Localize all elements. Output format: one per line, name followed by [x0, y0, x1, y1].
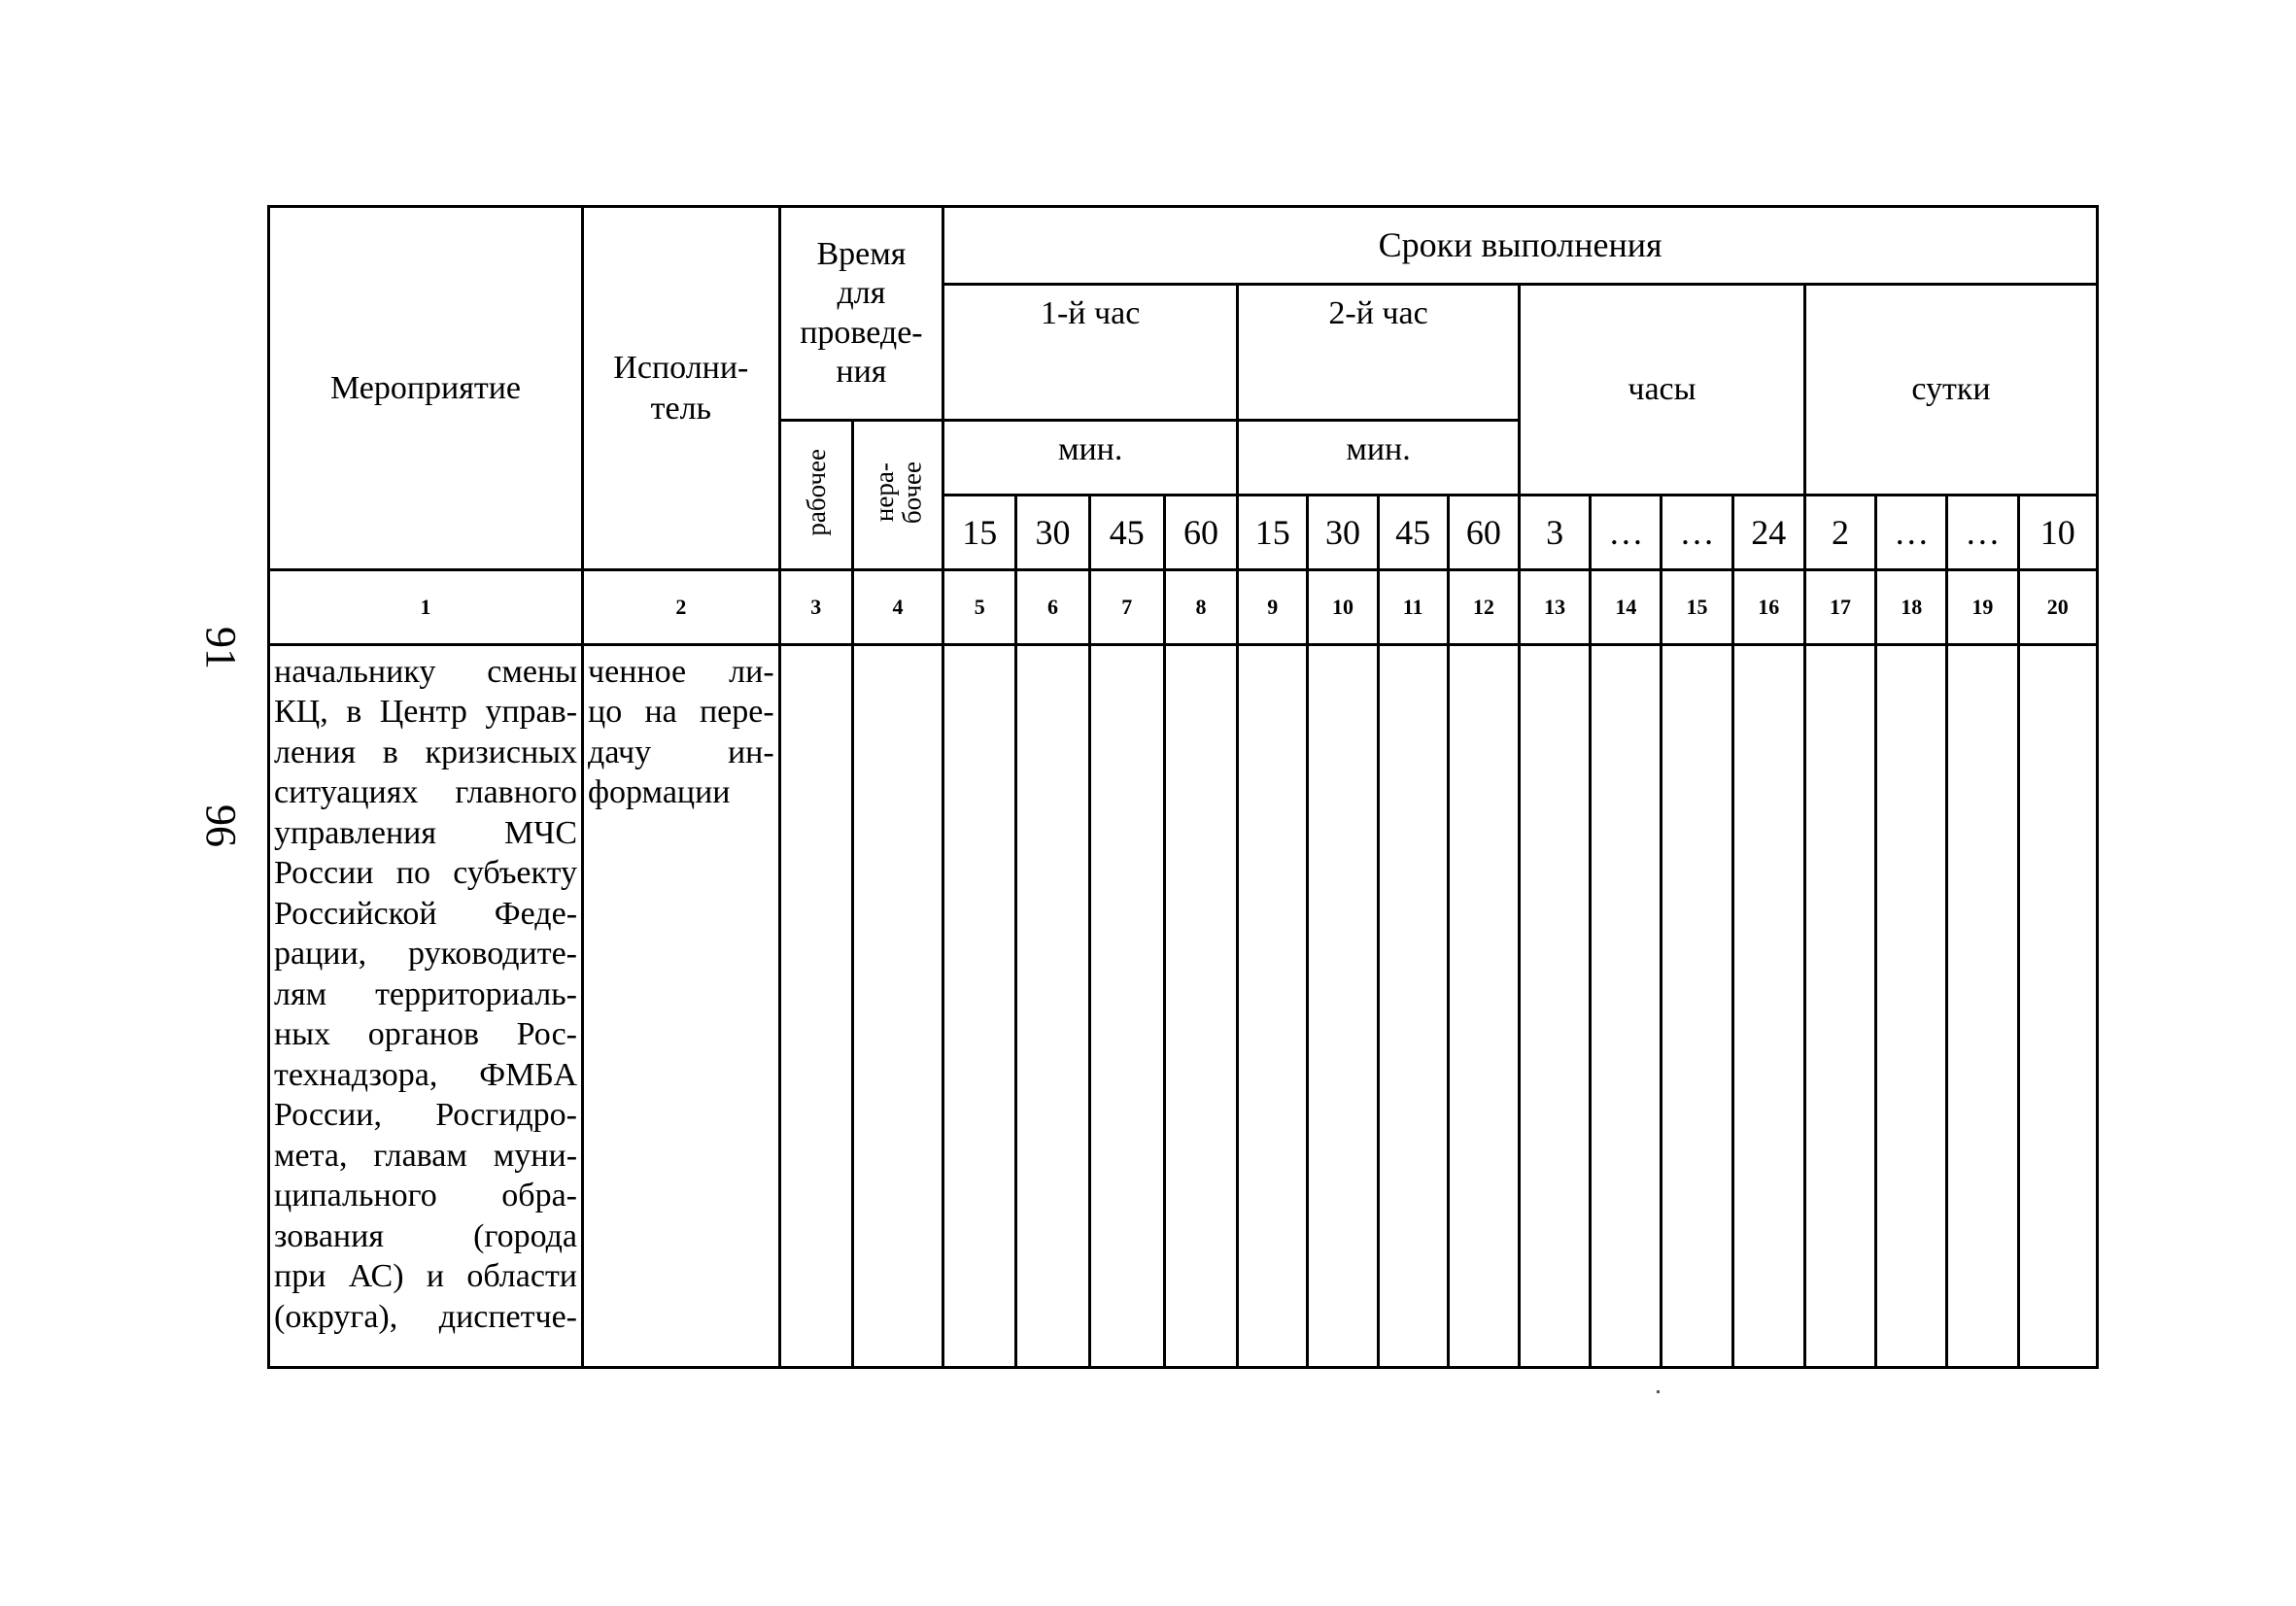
empty-cell: [1732, 645, 1804, 1368]
subheader-cell: 60: [1164, 495, 1237, 570]
body-executor-line: цо на пере-: [588, 694, 774, 731]
column-index: 18: [1876, 570, 1947, 645]
empty-cell: [1804, 645, 1875, 1368]
body-executor-line: формации: [588, 774, 731, 811]
column-index: 19: [1947, 570, 2018, 645]
header-minutes-1: мин.: [943, 421, 1238, 495]
column-index: 8: [1164, 570, 1237, 645]
scan-speck: [1657, 1390, 1660, 1393]
empty-cell: [1308, 645, 1378, 1368]
body-event-line: ципального обра-: [274, 1178, 578, 1214]
empty-cell: [1591, 645, 1662, 1368]
body-event-line: России, Росгидро-: [274, 1097, 578, 1134]
empty-cell: [1016, 645, 1089, 1368]
header-event: Мероприятие: [269, 207, 583, 570]
body-event-line: России по субъекту: [274, 855, 578, 892]
body-event-line: начальнику смены: [274, 654, 578, 690]
subheader-cell: …: [1876, 495, 1947, 570]
column-index: 14: [1591, 570, 1662, 645]
header-time-nonwork: [852, 421, 942, 570]
empty-cell: [1448, 645, 1519, 1368]
empty-cell: [1164, 645, 1237, 1368]
body-event-line: управления МЧС: [274, 814, 578, 851]
subheader-cell: 24: [1732, 495, 1804, 570]
column-index: 9: [1238, 570, 1308, 645]
subheader-cell: 3: [1519, 495, 1590, 570]
header-deadlines: Сроки выполнения: [943, 207, 2098, 285]
empty-cell: [1378, 645, 1448, 1368]
empty-cell: [1089, 645, 1164, 1368]
column-index: 13: [1519, 570, 1590, 645]
body-event-line: зования (города: [274, 1217, 578, 1254]
body-executor-cell: [583, 645, 780, 1368]
body-event-line: КЦ, в Центр управ-: [274, 694, 578, 731]
schedule-table: [267, 205, 2099, 1369]
column-index: 6: [1016, 570, 1089, 645]
column-index: 7: [1089, 570, 1164, 645]
column-index: 3: [779, 570, 852, 645]
body-event-line: ситуациях главного: [274, 774, 578, 811]
body-event-line: при АС) и области: [274, 1258, 578, 1295]
body-event-line: технадзора, ФМБА: [274, 1056, 578, 1093]
subheader-cell: …: [1947, 495, 2018, 570]
column-index: 2: [583, 570, 780, 645]
body-event-line: рации, руководите-: [274, 936, 578, 973]
header-executor: Исполни- тель: [583, 207, 780, 570]
page-number-bottom: 96: [197, 804, 245, 847]
empty-cell: [943, 645, 1016, 1368]
header-hour-1: 1-й час: [943, 285, 1238, 421]
subheader-cell: 45: [1089, 495, 1164, 570]
column-index: 20: [2018, 570, 2097, 645]
empty-cell: [852, 645, 942, 1368]
body-event-line: ных органов Рос-: [274, 1016, 578, 1053]
column-index: 1: [269, 570, 583, 645]
empty-cell: [1947, 645, 2018, 1368]
header-minutes-2: мин.: [1238, 421, 1520, 495]
header-hours: часы: [1519, 285, 1804, 495]
column-index: 16: [1732, 570, 1804, 645]
subheader-cell: 45: [1378, 495, 1448, 570]
header-days: сутки: [1804, 285, 2097, 495]
column-index: 4: [852, 570, 942, 645]
subheader-cell: …: [1591, 495, 1662, 570]
body-event-line: лям территориаль-: [274, 975, 578, 1012]
empty-cell: [1238, 645, 1308, 1368]
header-time-work: [779, 421, 852, 570]
header-hour-2: 2-й час: [1238, 285, 1520, 421]
column-index: 15: [1662, 570, 1732, 645]
body-event-line: мета, главам муни-: [274, 1137, 578, 1174]
subheader-cell: 15: [1238, 495, 1308, 570]
subheader-cell: 10: [2018, 495, 2097, 570]
subheader-cell: 2: [1804, 495, 1875, 570]
subheader-cell: …: [1662, 495, 1732, 570]
column-index: 10: [1308, 570, 1378, 645]
column-index: 12: [1448, 570, 1519, 645]
column-index: 5: [943, 570, 1016, 645]
empty-cell: [2018, 645, 2097, 1368]
subheader-cell: 15: [943, 495, 1016, 570]
empty-cell: [1662, 645, 1732, 1368]
body-event-line: (округа), диспетче-: [274, 1298, 578, 1335]
body-event-cell: [269, 645, 583, 1368]
column-index: 11: [1378, 570, 1448, 645]
column-index: 17: [1804, 570, 1875, 645]
header-time-nonwork-label: нера- бочее: [869, 461, 927, 525]
body-executor-line: дачу ин-: [588, 734, 774, 770]
subheader-cell: 30: [1016, 495, 1089, 570]
empty-cell: [779, 645, 852, 1368]
empty-cell: [1519, 645, 1590, 1368]
header-time-work-label: рабочее: [801, 449, 831, 536]
subheader-cell: 30: [1308, 495, 1378, 570]
header-time: Время для проведе- ния: [779, 207, 943, 421]
body-event-line: Российской Феде-: [274, 895, 578, 932]
body-executor-line: ченное ли-: [588, 654, 774, 690]
subheader-cell: 60: [1448, 495, 1519, 570]
empty-cell: [1876, 645, 1947, 1368]
page-number-top: 91: [197, 627, 245, 669]
body-event-line: ления в кризисных: [274, 734, 578, 770]
